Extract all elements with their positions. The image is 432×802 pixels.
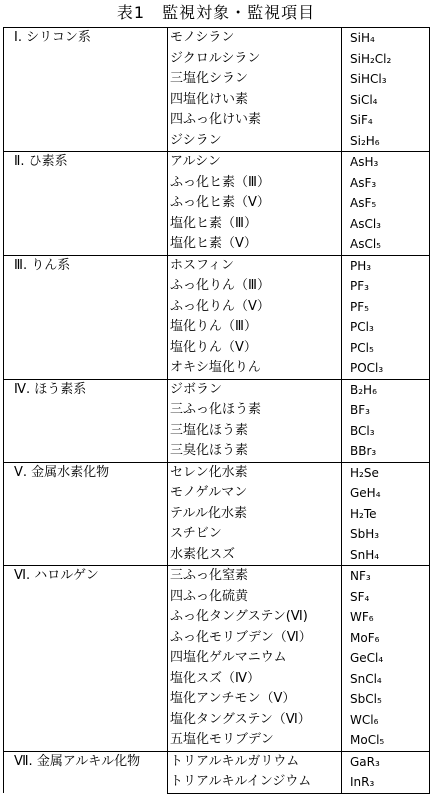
- category-cell: Ⅱ. ひ素系: [4, 152, 168, 256]
- substance-name-cell: 塩化アンチモン（Ⅴ）: [168, 689, 342, 710]
- chemical-formula-cell: NF₃: [342, 566, 430, 587]
- chemical-formula-cell: H₂Se: [342, 462, 430, 483]
- substance-name-cell: セレン化水素: [168, 462, 342, 483]
- chemical-formula-cell: WCl₆: [342, 710, 430, 731]
- substance-name-cell: ふっ化ヒ素（Ⅴ）: [168, 193, 342, 214]
- chemical-formula-cell: PCl₅: [342, 338, 430, 359]
- table-row: [4, 751, 430, 772]
- chemical-formula-cell: BCl₃: [342, 421, 430, 442]
- table-row: [4, 462, 430, 483]
- substance-name-cell: 五塩化モリブデン: [168, 730, 342, 751]
- chemical-formula-cell: SbCl₅: [342, 689, 430, 710]
- substance-name-cell: モノシラン: [168, 28, 342, 49]
- category-cell: Ⅶ. 金属アルキル化物: [4, 751, 168, 793]
- substance-name-cell: スチビン: [168, 524, 342, 545]
- substance-name-cell: 水素化スズ: [168, 545, 342, 566]
- category-cell: Ⅲ. りん系: [4, 255, 168, 379]
- substance-name-cell: トリアルキルインジウム: [168, 772, 342, 793]
- substance-name-cell: 三ふっ化ほう素: [168, 400, 342, 421]
- substance-name-cell: 四ふっ化硫黄: [168, 587, 342, 608]
- chemical-formula-cell: BF₃: [342, 400, 430, 421]
- chemical-formula-cell: GeCl₄: [342, 648, 430, 669]
- substance-name-cell: ジクロルシラン: [168, 49, 342, 70]
- chemical-formula-cell: PF₅: [342, 297, 430, 318]
- table-row: [4, 152, 430, 173]
- chemical-formula-cell: AsF₃: [342, 173, 430, 194]
- table-row: [4, 566, 430, 587]
- substance-name-cell: ふっ化モリブデン（Ⅵ）: [168, 628, 342, 649]
- chemical-formula-cell: AsF₅: [342, 193, 430, 214]
- table-row: [4, 379, 430, 400]
- substance-name-cell: 塩化りん（Ⅲ）: [168, 317, 342, 338]
- chemical-formula-cell: AsCl₅: [342, 234, 430, 255]
- substance-name-cell: 塩化ヒ素（Ⅲ）: [168, 214, 342, 235]
- chemical-formula-cell: SiHCl₃: [342, 69, 430, 90]
- substance-name-cell: ホスフィン: [168, 255, 342, 276]
- chemical-formula-cell: BBr₃: [342, 441, 430, 462]
- category-cell: Ⅳ. ほう素系: [4, 379, 168, 462]
- chemical-formula-cell: SiF₄: [342, 110, 430, 131]
- substance-name-cell: 四塩化けい素: [168, 90, 342, 111]
- category-cell: Ⅰ. シリコン系: [4, 28, 168, 152]
- chemical-formula-cell: AsCl₃: [342, 214, 430, 235]
- chemical-formula-cell: InR₃: [342, 772, 430, 793]
- table-title: 表1 監視対象・監視項目: [116, 3, 316, 22]
- chemical-formula-cell: MoCl₅: [342, 730, 430, 751]
- category-cell: Ⅴ. 金属水素化物: [4, 462, 168, 566]
- chemical-formula-cell: SnH₄: [342, 545, 430, 566]
- substance-name-cell: 四塩化ゲルマニウム: [168, 648, 342, 669]
- substance-name-cell: アルシン: [168, 152, 342, 173]
- chemical-formula-cell: B₂H₆: [342, 379, 430, 400]
- chemical-formula-cell: SF₄: [342, 587, 430, 608]
- chemical-formula-cell: GeH₄: [342, 483, 430, 504]
- chemical-formula-cell: H₂Te: [342, 504, 430, 525]
- substance-name-cell: 三塩化ほう素: [168, 421, 342, 442]
- table-row: [4, 28, 430, 49]
- chemical-formula-cell: SiH₄: [342, 28, 430, 49]
- substance-name-cell: 四ふっ化けい素: [168, 110, 342, 131]
- substance-name-cell: ふっ化りん（Ⅲ）: [168, 276, 342, 297]
- chemical-formula-cell: PF₃: [342, 276, 430, 297]
- substance-name-cell: 塩化りん（Ⅴ）: [168, 338, 342, 359]
- chemical-formula-cell: PH₃: [342, 255, 430, 276]
- chemical-formula-cell: PCl₃: [342, 317, 430, 338]
- table-body: [4, 28, 430, 794]
- substance-name-cell: 三塩化シラン: [168, 69, 342, 90]
- substance-name-cell: 塩化タングステン（Ⅵ）: [168, 710, 342, 731]
- chemical-formula-cell: SiCl₄: [342, 90, 430, 111]
- substance-name-cell: ふっ化ヒ素（Ⅲ）: [168, 173, 342, 194]
- substance-name-cell: モノゲルマン: [168, 483, 342, 504]
- substance-name-cell: 塩化ヒ素（Ⅴ）: [168, 234, 342, 255]
- chemical-formula-cell: SbH₃: [342, 524, 430, 545]
- category-cell: Ⅵ. ハロルゲン: [4, 566, 168, 752]
- substance-name-cell: トリアルキルガリウム: [168, 751, 342, 772]
- chemical-formula-cell: GaR₃: [342, 751, 430, 772]
- chemical-formula-cell: SiH₂Cl₂: [342, 49, 430, 70]
- chemical-formula-cell: AsH₃: [342, 152, 430, 173]
- table-row: [4, 255, 430, 276]
- substance-name-cell: テルル化水素: [168, 504, 342, 525]
- substance-name-cell: 塩化スズ（Ⅳ）: [168, 669, 342, 690]
- substance-name-cell: オキシ塩化りん: [168, 358, 342, 379]
- substance-name-cell: ジボラン: [168, 379, 342, 400]
- substance-name-cell: 三ふっ化窒素: [168, 566, 342, 587]
- substance-name-cell: ふっ化タングステン(Ⅵ): [168, 607, 342, 628]
- substance-name-cell: 三臭化ほう素: [168, 441, 342, 462]
- substance-name-cell: ふっ化りん（Ⅴ）: [168, 297, 342, 318]
- chemical-formula-cell: Si₂H₆: [342, 131, 430, 152]
- monitoring-targets-table: [3, 27, 430, 794]
- substance-name-cell: ジシラン: [168, 131, 342, 152]
- chemical-formula-cell: WF₆: [342, 607, 430, 628]
- chemical-formula-cell: POCl₃: [342, 358, 430, 379]
- chemical-formula-cell: SnCl₄: [342, 669, 430, 690]
- chemical-formula-cell: MoF₆: [342, 628, 430, 649]
